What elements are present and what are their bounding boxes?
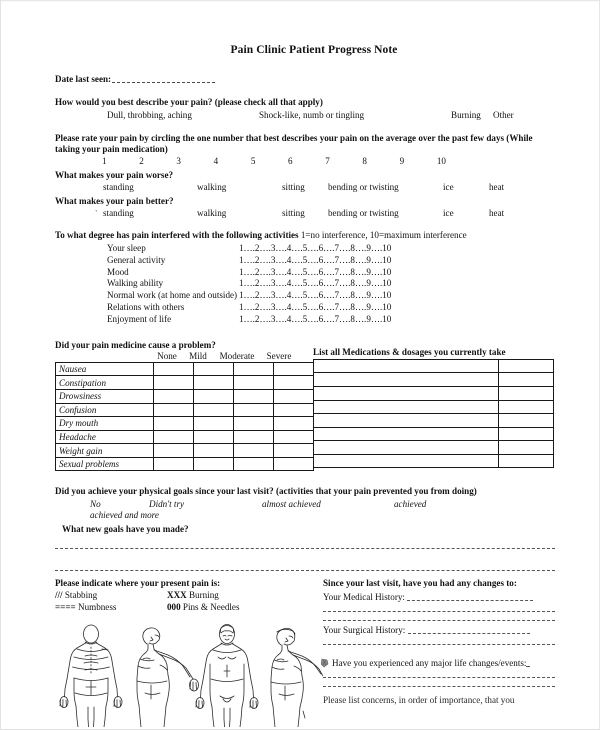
option-shock-like-numb-tingling[interactable]: Shock-like, numb or tingling [259,109,365,120]
side-effect-cell-none[interactable] [154,389,194,403]
side-effect-cell-mild[interactable] [194,376,234,390]
goal-option-no[interactable]: No [90,499,101,510]
page-title: Pain Clinic Patient Progress Note [230,44,398,56]
better-option-standing[interactable]: standing [103,208,134,219]
side-effect-cell-mild[interactable] [194,457,234,471]
medication-name-cell[interactable] [314,400,499,414]
life-changes-row [323,658,555,668]
legend-item-numbness [55,602,167,614]
side-effect-cell-mild[interactable] [194,444,234,458]
table-row [314,386,554,400]
side-effects-table [55,362,314,472]
side-effect-cell-severe[interactable] [274,362,314,376]
table-row [56,362,314,376]
legend-item-burning [167,590,219,600]
side-effect-name-dry-mouth: Dry mouth [56,417,154,431]
side-effect-name-nausea: Nausea [56,362,154,376]
scale-value-10[interactable]: 10 [436,155,446,166]
life-changes-label: Have you experienced any major life changes/events: [332,658,527,669]
medication-name-cell[interactable] [314,441,499,455]
table-row [314,427,554,441]
pain-worse-options [55,182,555,193]
side-effect-cell-none[interactable] [154,362,194,376]
legend-item-stabbing [55,590,167,602]
interference-label-mood: Mood [107,266,129,277]
legend-item-pins-needles [167,602,240,612]
interference-scale-enjoyment[interactable]: 1….2….3….4….5….6….7….8….9….10 [239,313,392,324]
rate-pain-question: Please rate your pain by circling the one number that best describes your pain on the average over the past few days (While taking your pain medication) [55,132,533,154]
goals-question: Did you achieve your physical goals since your last visit? (activities that your pain prevented you from doing) [55,486,477,497]
medical-history-line-2[interactable] [323,611,555,612]
life-changes-line-3[interactable] [323,686,555,687]
medication-dosage-cell[interactable] [499,454,554,468]
pain-worse-question: What makes your pain worse? [55,169,174,180]
side-effect-cell-none[interactable] [154,457,194,471]
side-effect-cell-mild[interactable] [194,362,234,376]
side-effect-cell-severe[interactable] [274,403,314,417]
scale-value-4[interactable]: 4 [213,155,219,166]
medication-name-cell[interactable] [314,359,499,373]
date-last-seen-label: Date last seen: [55,74,112,84]
interference-rows [55,243,555,326]
side-effect-cell-severe[interactable] [274,430,314,444]
side-effect-cell-severe[interactable] [274,444,314,458]
legend-label-pins-needles: Pins & Needles [182,602,240,613]
medication-dosage-cell[interactable] [499,359,554,373]
legend-row [55,602,323,614]
better-option-walking[interactable]: walking [197,208,227,219]
column-header-none: None [157,350,177,361]
table-row [314,441,554,455]
interference-label-walking-ability: Walking ability [107,278,164,289]
side-effect-cell-severe[interactable] [274,389,314,403]
better-option-ice[interactable]: ice [443,208,454,219]
surgical-history-input[interactable] [408,625,530,634]
table-row [314,373,554,387]
option-burning[interactable]: Burning [451,109,481,120]
pain-map-question: Please indicate where your present pain is: [55,578,221,589]
legend-label-stabbing: Stabbing [64,590,98,601]
worse-option-bending-twisting[interactable]: bending or twisting [328,182,399,193]
stray-tick-mark: ` [95,209,98,219]
side-effect-name-constipation: Constipation [56,376,154,390]
table-row [56,444,314,458]
side-effect-cell-moderate[interactable] [234,444,274,458]
section-divider-1 [55,548,555,549]
worse-option-heat[interactable]: heat [489,182,505,193]
worse-option-walking[interactable]: walking [197,182,227,193]
medication-dosage-cell[interactable] [499,414,554,428]
scale-value-1[interactable]: 1 [102,155,107,166]
option-other[interactable]: Other [493,109,514,120]
side-effect-cell-moderate[interactable] [234,376,274,390]
goals-options [90,499,555,521]
medications-section [313,340,555,472]
interference-label-general-activity: General activity [107,254,166,265]
body-figure-front-view [196,625,258,728]
surgical-history-label: Your Surgical History: [323,625,406,636]
legend-symbol-pins-needles: 000 [167,602,181,613]
medical-history-input[interactable] [407,592,533,601]
scale-value-8[interactable]: 8 [362,155,367,166]
body-figure-side-view [137,628,199,727]
date-last-seen-row [55,73,555,85]
side-effect-cell-none[interactable] [154,417,194,431]
side-effect-cell-moderate[interactable] [234,389,274,403]
goal-option-almost-achieved[interactable]: almost achieved [262,499,321,510]
new-goals-question: What new goals have you made? [62,524,189,535]
medication-name-cell[interactable] [314,373,499,387]
legend-label-burning: Burning [188,590,219,601]
medication-dosage-cell[interactable] [499,400,554,414]
worse-option-standing[interactable]: standing [103,182,134,193]
table-row [314,359,554,373]
better-option-heat[interactable]: heat [489,208,505,219]
interference-row [55,267,555,279]
side-effect-cell-mild[interactable] [194,389,234,403]
section-divider-2 [55,570,555,571]
surgical-history-row [323,625,555,635]
interference-block [55,230,555,325]
body-figure-back-view [60,625,122,727]
interference-label-relations: Relations with others [107,302,185,313]
scale-value-9[interactable]: 9 [399,155,405,166]
side-effects-question: Did your pain medicine cause a problem? [55,339,216,350]
body-diagram-figures[interactable] [55,623,323,727]
surgical-history-line-2[interactable] [323,644,555,645]
interference-row [55,255,555,267]
interference-scale-mood[interactable]: 1….2….3….4….5….6….7….8….9….10 [239,266,392,277]
table-row [56,376,314,390]
form-sheet [55,44,555,730]
describe-pain-question: How would you best describe your pain? (please check all that apply) [55,97,323,108]
pain-map-section [55,578,323,730]
pain-rating-scale [55,156,474,167]
legend-symbol-stabbing: /// [55,590,63,601]
side-effect-name-confusion: Confusion [56,403,154,417]
medication-name-cell[interactable] [314,386,499,400]
column-header-mild: Mild [189,350,207,361]
side-effect-cell-none[interactable] [154,430,194,444]
history-changes-section [323,578,555,730]
side-effect-cell-severe[interactable] [274,417,314,431]
side-effect-cell-none[interactable] [154,403,194,417]
legend-label-numbness: Numbness [78,602,117,613]
interference-row [55,302,555,314]
medical-history-label: Your Medical History: [323,592,405,603]
pain-better-question: What makes your pain better? [55,195,174,206]
side-effect-cell-none[interactable] [154,444,194,458]
interference-row [55,314,555,326]
option-dull-throbbing-aching[interactable]: Dull, throbbing, aching [107,109,192,120]
table-row [56,457,314,471]
pain-map-legend [55,590,323,614]
scale-value-3[interactable]: 3 [176,155,181,166]
goal-option-didnt-try[interactable]: Didn't try [149,499,185,510]
changes-question: Since your last visit, have you had any changes to: [323,578,517,589]
side-effect-cell-mild[interactable] [194,417,234,431]
side-effect-cell-moderate[interactable] [234,403,274,417]
describe-pain-options [107,110,555,121]
medications-block [55,340,555,472]
side-effect-cell-moderate[interactable] [234,417,274,431]
interference-label-enjoyment: Enjoyment of life [107,313,172,324]
medication-dosage-cell[interactable] [499,386,554,400]
side-effect-cell-severe[interactable] [274,376,314,390]
table-row [56,389,314,403]
table-row [314,454,554,468]
interference-row [55,278,555,290]
goals-block [55,486,555,535]
scale-value-5[interactable]: 5 [250,155,256,166]
column-header-moderate: Moderate [219,350,255,361]
date-last-seen-input[interactable] [112,73,215,83]
scale-value-7[interactable]: 7 [325,155,330,166]
worse-option-sitting[interactable]: sitting [282,182,305,193]
medication-name-cell[interactable] [314,414,499,428]
table-row [314,400,554,414]
pain-map-block [55,578,555,730]
concerns-label: Please list concerns, in order of importance, that you [323,695,515,706]
legend-symbol-numbness: ==== [55,602,76,613]
better-option-sitting[interactable]: sitting [282,208,305,219]
interference-row [55,243,555,255]
table-row [56,403,314,417]
legend-symbol-burning: XXX [167,590,187,601]
side-effect-cell-moderate[interactable] [234,430,274,444]
interference-scale-walking-ability[interactable]: 1….2….3….4….5….6….7….8….9….10 [239,278,392,289]
side-effect-cell-none[interactable] [154,376,194,390]
interference-legend: 1=no interference, 10=maximum interference [300,230,467,241]
rate-pain-block [55,133,555,167]
column-header-severe: Severe [266,350,292,361]
interference-row [55,290,555,302]
table-row [314,414,554,428]
medical-history-row [323,592,555,602]
body-figure-rear-side-view [271,628,323,727]
interference-scale-normal-work[interactable]: 1….2….3….4….5….6….7….8….9….10 [239,290,392,301]
better-option-bending-twisting[interactable]: bending or twisting [328,208,399,219]
scale-value-2[interactable]: 2 [139,155,144,166]
side-effect-name-weight-gain: Weight gain [56,444,154,458]
interference-label-normal-work: Normal work (at home and outside) [107,290,238,301]
pain-better-options [55,208,555,219]
side-effect-cell-mild[interactable] [194,403,234,417]
side-effect-name-sexual-problems: Sexual problems [56,457,154,471]
side-effect-cell-severe[interactable] [274,457,314,471]
medication-name-cell[interactable] [314,454,499,468]
side-effects-section [55,340,313,472]
medications-title: List all Medications & dosages you currently take [313,346,506,357]
side-effect-cell-moderate[interactable] [234,457,274,471]
side-effect-name-drowsiness: Drowsiness [56,389,154,403]
interference-question [55,230,555,241]
medication-dosage-cell[interactable] [499,427,554,441]
interference-scale-relations[interactable]: 1….2….3….4….5….6….7….8….9….10 [239,302,392,313]
life-changes-input[interactable] [526,658,530,667]
medical-history-line-3[interactable] [323,620,555,621]
medication-dosage-cell[interactable] [499,441,554,455]
interference-label-sleep: Your sleep [107,243,146,254]
legend-row [55,590,323,602]
goal-option-achieved[interactable]: achieved [394,499,427,510]
worse-option-ice[interactable]: ice [443,182,454,193]
side-effect-cell-mild[interactable] [194,430,234,444]
medications-table [313,359,554,469]
scale-value-6[interactable]: 6 [288,155,293,166]
life-changes-line-2[interactable] [323,677,555,678]
side-effects-column-headers [151,351,313,361]
interference-scale-general-activity[interactable]: 1….2….3….4….5….6….7….8….9….10 [239,254,392,265]
goal-option-achieved-and-more[interactable]: achieved and more [90,510,159,521]
medication-name-cell[interactable] [314,427,499,441]
table-row [56,417,314,431]
table-row [56,430,314,444]
ink-smudge-icon [321,658,329,668]
interference-scale-sleep[interactable]: 1….2….3….4….5….6….7….8….9….10 [239,243,392,254]
side-effect-cell-moderate[interactable] [234,362,274,376]
medication-dosage-cell[interactable] [499,373,554,387]
interference-question-text: To what degree has pain interfered with the following activities [55,230,299,241]
side-effect-name-headache: Headache [56,430,154,444]
